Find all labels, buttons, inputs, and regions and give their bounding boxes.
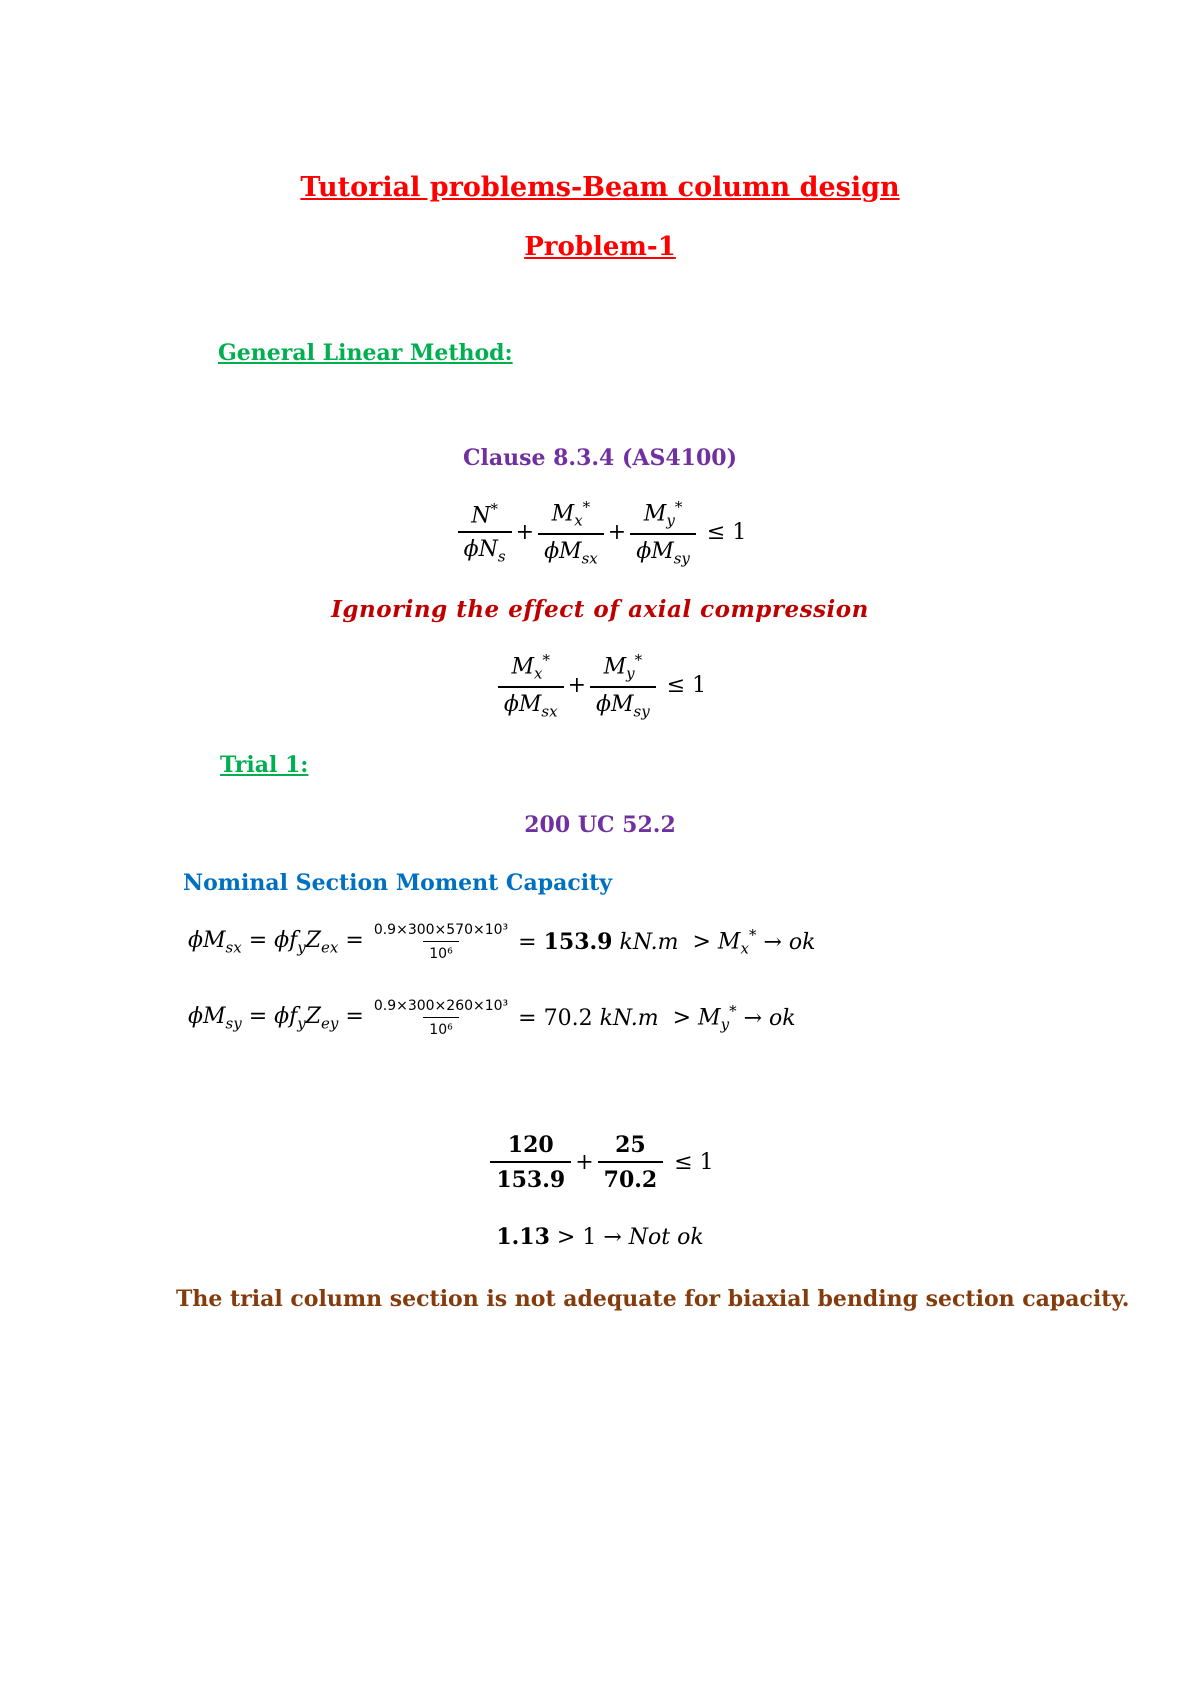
moment-capacity-y: $\phi M_{sy} = \phi f_yZ_{ey}$ = $\frac{\text{0.9×300×260×10³}}{\text{10⁶}}$ = 70.2 kN.m > $M_y^*$ → ok (188, 998, 796, 1038)
conclusion: The trial column section is not adequate for biaxial bending section capacity. (176, 1286, 1130, 1312)
eq-x-tail: → ok (763, 929, 816, 955)
eq-y-unit: kN.m (599, 1005, 659, 1031)
page-title: Tutorial problems-Beam column design (300, 172, 900, 203)
check-rhs: ≤ 1 (674, 1150, 714, 1175)
moment-capacity-x: $\phi M_{sx} = \phi f_yZ_{ex}$ = $\frac{\text{0.9×300×570×10³}}{\text{10⁶}}$ = 153.9 kN.m > $M_x^*$ → ok (188, 922, 816, 962)
check-n2: 25 (615, 1132, 646, 1158)
simplified-equation: $\frac{M_x^*}{\phi M_{sx}}$ + $\frac{M_y^*}{\phi M_{sy}}$ ≤ 1 (0, 651, 1200, 720)
capacity-heading: Nominal Section Moment Capacity (183, 870, 613, 896)
clause-label: Clause 8.3.4 (AS4100) (462, 445, 738, 471)
eq-x-numerator: 0.9×300×570×10³ (373, 922, 509, 938)
section-name: 200 UC 52.2 (524, 812, 676, 838)
eq-y-tail: → ok (743, 1005, 796, 1031)
method-heading: General Linear Method: (218, 340, 513, 366)
eq-y-numerator: 0.9×300×260×10³ (373, 998, 509, 1014)
problem-heading: Problem-1 (524, 232, 676, 262)
result-text: Not ok (628, 1225, 704, 1250)
result-value: 1.13 (496, 1224, 550, 1250)
check-d1: 153.9 (490, 1161, 571, 1193)
numeric-check: $\frac{120}{153.9}$ + $\frac{25}{70.2}$ ≤ 1 (0, 1132, 1200, 1193)
trial-heading: Trial 1: (220, 752, 309, 778)
check-n1: 120 (507, 1132, 554, 1158)
eq-y-result: 70.2 (543, 1005, 593, 1031)
check-result (0, 1224, 1200, 1250)
eq-y-denominator: 10⁶ (423, 1017, 458, 1038)
check-d2: 70.2 (598, 1161, 664, 1193)
eq-x-unit: kN.m (619, 929, 679, 955)
ignoring-note: Ignoring the effect of axial compression (331, 596, 869, 623)
interaction-equation: $\frac{N^*}{\phi N_s}$ + $\frac{M_x^*}{\phi M_{sx}}$ + $\frac{M_y^*}{\phi M_{sy}}$ ≤ 1 (0, 498, 1200, 567)
eq-x-denominator: 10⁶ (423, 941, 458, 962)
eq-x-result: 153.9 (543, 929, 613, 955)
result-relation: > 1 → (556, 1225, 622, 1250)
